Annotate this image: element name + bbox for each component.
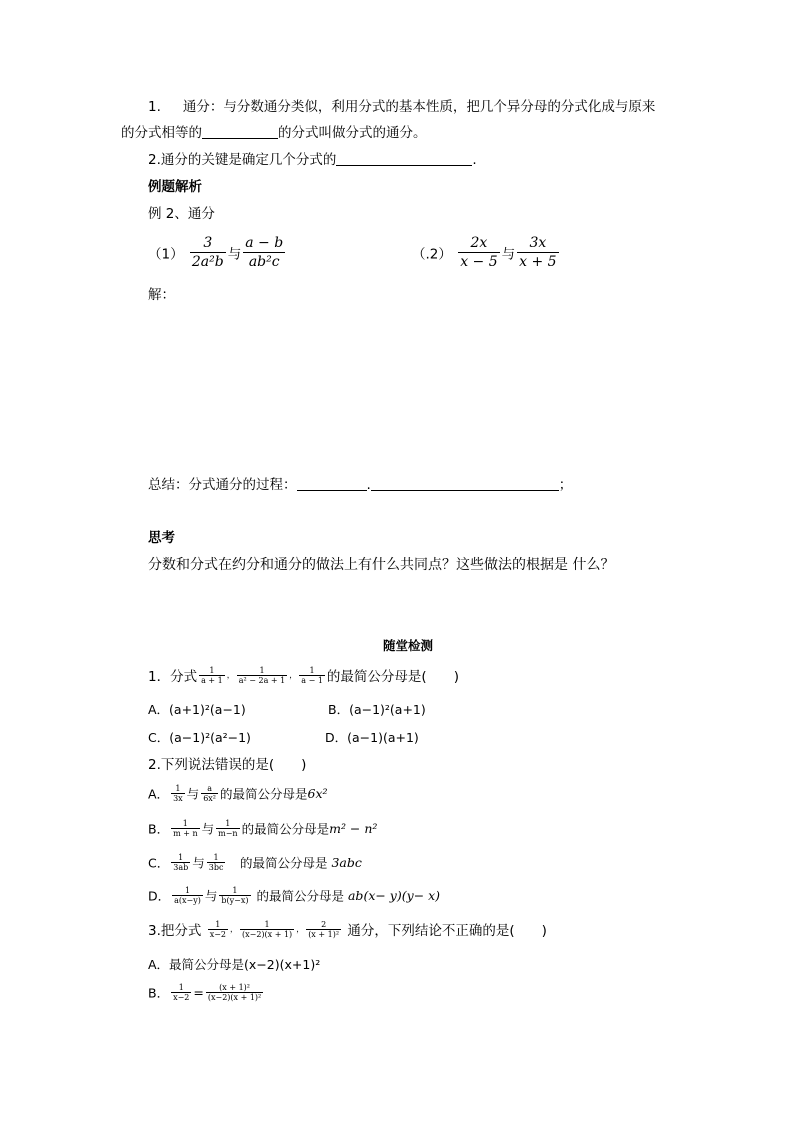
q2c-f1-den: 3ab (173, 863, 189, 872)
q2a-fraction-1 (171, 784, 185, 803)
part2-fraction-1 (458, 234, 499, 271)
q3b-equals: = (193, 985, 204, 1000)
q2-stem: 2.下列说法错误的是( ) (148, 757, 307, 773)
q3-prefix: 3.把分式 (148, 923, 202, 939)
q1-f3-den: a − 1 (301, 675, 323, 685)
q2b-f2-den: m−n (218, 829, 238, 838)
q2-option-d (148, 886, 440, 905)
item2-period: . (472, 152, 477, 168)
item1-line2 (121, 124, 427, 142)
q1-fraction-3 (299, 666, 325, 685)
q2-option-a (148, 784, 328, 803)
fill-blank-2 (336, 151, 472, 166)
q1-f3-num: 1 (299, 666, 325, 676)
q3b-lhs-fraction (171, 983, 191, 1002)
q3-f2-num: 1 (240, 920, 294, 930)
q3-stem (148, 919, 547, 939)
q2c-f2-num: 1 (207, 853, 226, 863)
q3-fraction-2 (240, 920, 294, 939)
q2a-f1-den: 3x (173, 794, 183, 803)
q1-f2-num: 1 (237, 666, 288, 676)
q3-f3-num: 2 (306, 920, 341, 930)
q3b-lhs-num: 1 (171, 983, 191, 993)
q2-option-c (148, 853, 362, 872)
part1-fraction-1 (190, 234, 226, 271)
q3-f1-num: 1 (208, 920, 228, 930)
q3-suffix: 通分，下列结论不正确的是( ) (343, 923, 547, 939)
part1-label: （1） (148, 246, 184, 263)
q2c-text: 的最简公分母是 (227, 855, 328, 871)
q3-option-a: A．最简公分母是(x−2)(x+1)² (148, 957, 321, 972)
q1-f2-den: a² − 2a + 1 (238, 675, 286, 685)
q1-prefix: 1．分式 (148, 669, 198, 685)
summary-blank-1 (297, 476, 367, 491)
item2-text: 2.通分的关键是确定几个分式的 (148, 152, 337, 168)
q2c-f2-den: 3bc (208, 863, 224, 872)
q2d-answer: ab(x− y)(y− x) (347, 888, 441, 903)
q1-option-a: A．(a+1)²(a−1) (148, 702, 246, 717)
q1-fraction-2 (237, 666, 288, 685)
item1-line2-after: 的分式叫做分式的通分。 (278, 125, 427, 141)
q2a-f1-num: 1 (171, 784, 185, 794)
q2b-label: B． (148, 821, 170, 837)
think-heading: 思考 (148, 530, 175, 546)
q2b-f2-num: 1 (216, 819, 239, 829)
q1-suffix: 的最简公分母是( ) (326, 669, 459, 685)
item1-line1 (148, 98, 655, 116)
q2a-f2-num: a (201, 784, 218, 794)
summary-label: 总结：分式通分的过程： (148, 477, 297, 493)
q2d-f2-den: b(y−x) (221, 896, 249, 905)
q2a-f2-den: 6x² (203, 794, 216, 803)
q1-f1-den: a + 1 (201, 675, 223, 685)
q2d-fraction-2 (219, 886, 250, 905)
q3b-rhs-fraction (206, 983, 263, 1002)
q2a-answer: 6x² (307, 786, 328, 801)
q2d-text: 的最简公分母是 (252, 888, 344, 904)
summary-middle: . (366, 477, 371, 493)
q3-option-b (148, 983, 265, 1002)
example-part2 (412, 234, 561, 271)
q2a-fraction-2 (201, 784, 218, 803)
part2-f2-den: x + 5 (519, 254, 557, 270)
q2d-f1-den: a(x−y) (174, 896, 201, 905)
q2a-conj: 与 (186, 786, 200, 802)
q2c-fraction-1 (171, 853, 190, 872)
q3b-lhs-den: x−2 (173, 993, 190, 1002)
part2-conj: 与 (501, 246, 516, 263)
q2c-conj: 与 (192, 855, 205, 871)
q1-f1-num: 1 (199, 666, 225, 676)
summary (148, 476, 572, 494)
part2-f1-num: 2x (458, 234, 499, 253)
q1-sep-2: ， (289, 670, 298, 680)
summary-blank-2 (371, 476, 559, 491)
q3-f3-den: (x + 1)² (308, 929, 340, 939)
part1-conj: 与 (227, 246, 242, 263)
q2c-answer: 3abc (331, 855, 362, 870)
q3-f2-den: (x−2)(x + 1) (242, 929, 293, 939)
q3b-rhs-num: (x + 1)² (206, 983, 263, 993)
part1-f1-den: 2a²b (191, 254, 224, 270)
q2-option-b (148, 819, 377, 838)
q2d-f2-num: 1 (219, 886, 250, 896)
q2d-conj: 与 (204, 888, 218, 904)
q3-fraction-1 (208, 920, 228, 939)
part1-fraction-2 (243, 234, 285, 271)
quiz-q1-stem (148, 665, 459, 685)
q2b-fraction-2 (216, 819, 239, 838)
q3-sep-1: ， (230, 924, 238, 934)
fill-blank-1 (202, 124, 278, 139)
q2b-answer: m² − n² (329, 821, 378, 836)
summary-end: ； (558, 477, 573, 493)
q2c-label: C． (148, 855, 170, 871)
q2b-fraction-1 (171, 819, 200, 838)
item1-number: 1. (148, 99, 161, 115)
example-title: 例 2、通分 (148, 206, 215, 222)
part2-f2-num: 3x (517, 234, 558, 253)
q2d-fraction-1 (172, 886, 203, 905)
q1-fraction-1 (199, 666, 225, 685)
quiz-title: 随堂检测 (383, 638, 434, 653)
part2-fraction-2 (517, 234, 558, 271)
item1-text: 通分：与分数通分类似，利用分式的基本性质，把几个异分母的分式化成与原来 (182, 99, 656, 115)
example-part1 (148, 234, 287, 271)
q2a-text: 的最简公分母是 (220, 786, 308, 802)
q2a-label: A． (148, 786, 170, 802)
solution-label: 解： (148, 287, 175, 303)
q2d-f1-num: 1 (172, 886, 203, 896)
q2b-f1-num: 1 (171, 819, 200, 829)
q2d-label: D． (148, 888, 171, 904)
part1-f1-num: 3 (190, 234, 226, 253)
part2-label: （.2） (412, 246, 452, 263)
think-text: 分数和分式在约分和通分的做法上有什么共同点？这些做法的根据是 什么？ (148, 557, 615, 573)
item2 (148, 151, 477, 169)
q2b-f1-den: m + n (173, 829, 198, 838)
q3-fraction-3 (306, 920, 341, 939)
item1-line2-before: 的分式相等的 (121, 125, 202, 141)
q2c-fraction-2 (207, 853, 226, 872)
q3b-rhs-den: (x−2)(x + 1)² (207, 993, 262, 1002)
q1-option-b: B．(a−1)²(a+1) (328, 702, 426, 717)
q3-sep-2: ， (296, 924, 305, 934)
q2b-conj: 与 (201, 821, 215, 837)
example-heading: 例题解析 (148, 179, 202, 195)
q2c-f1-num: 1 (171, 853, 190, 863)
part1-f2-den: ab²c (248, 254, 280, 270)
q3-f1-den: x−2 (209, 929, 226, 939)
q2b-text: 的最简公分母是 (241, 821, 330, 837)
q1-sep-1: ， (226, 670, 235, 680)
part1-f2-num: a − b (245, 235, 284, 251)
q1-option-c: C．(a−1)²(a²−1) (148, 730, 251, 745)
q1-option-d: D．(a−1)(a+1) (325, 730, 419, 745)
q3b-label: B． (148, 985, 170, 1001)
part2-f1-den: x − 5 (460, 254, 498, 270)
